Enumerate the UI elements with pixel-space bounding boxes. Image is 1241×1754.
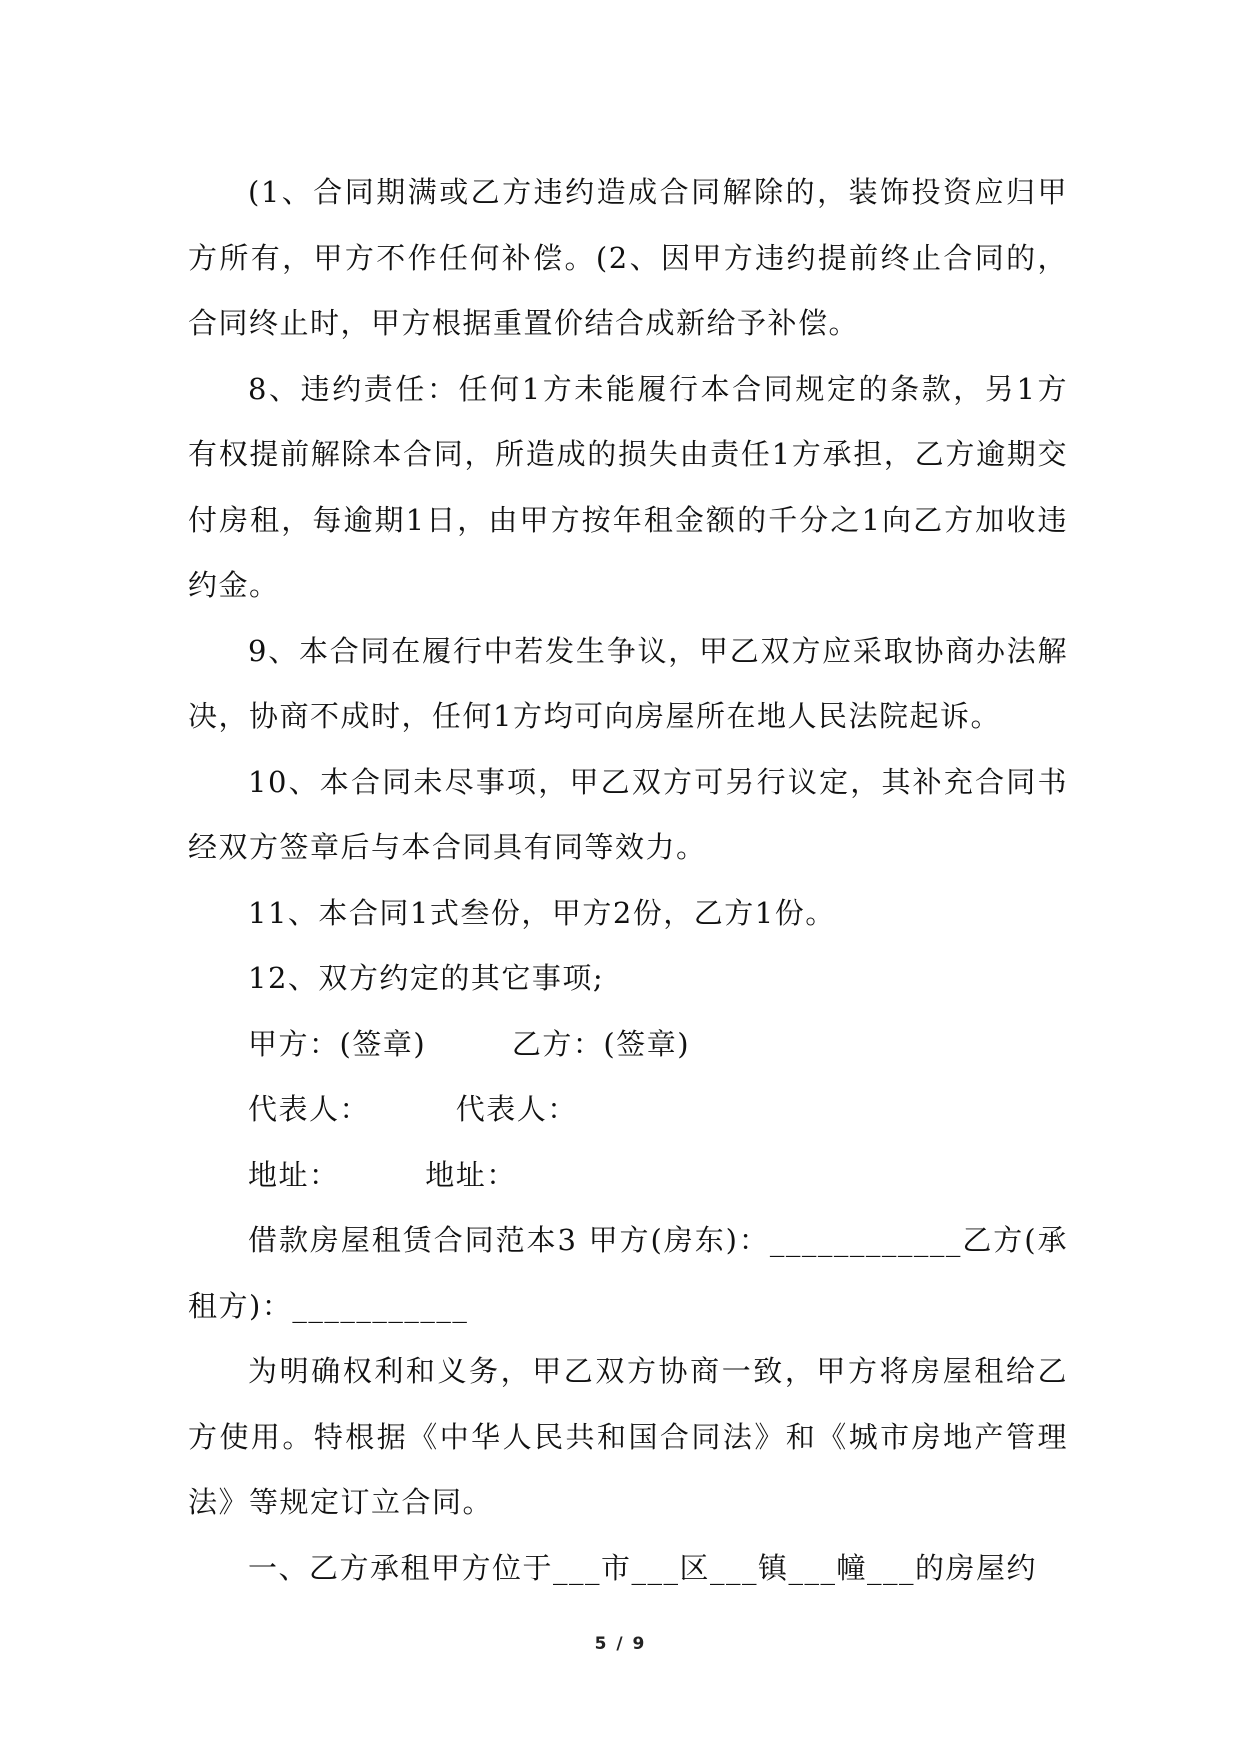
signature-line-seal: 甲方：(签章) 乙方：(签章) [248,1026,691,1061]
paragraph-decoration-compensation: (1、合同期满或乙方违约造成合同解除的，装饰投资应归甲方所有，甲方不作任何补偿。(2、因甲方违约提前终止合同的，合同终止时，甲方根据重置价结合成新给予补偿。 [188,175,1068,340]
paragraph-article-one: 一、乙方承租甲方位于___市___区___镇___幢___的房屋约 [248,1550,1038,1585]
paragraph-supplementary-terms: 10、本合同未尽事项，甲乙双方可另行议定，其补充合同书经双方签章后与本合同具有同等效力。 [188,764,1068,864]
paragraph-dispute-resolution: 9、本合同在履行中若发生争议，甲乙双方应采取协商办法解决，协商不成时，任何1方均可向房屋所在地人民法院起诉。 [188,633,1068,733]
page-number: 5 / 9 [594,1634,647,1654]
contract-heading-parties: 借款房屋租赁合同范本3 甲方(房东)：____________乙方(承租方)：___________ [188,1223,1068,1323]
paragraph-breach-liability: 8、违约责任：任何1方未能履行本合同规定的条款，另1方有权提前解除本合同，所造成的损失由责任1方承担，乙方逾期交付房租，每逾期1日，由甲方按年租金额的千分之1向乙方加收违约金。 [188,371,1068,602]
paragraph-purpose: 为明确权利和义务，甲乙双方协商一致，甲方将房屋租给乙方使用。特根据《中华人民共和国合同法》和《城市房地产管理法》等规定订立合同。 [188,1354,1068,1519]
signature-line-representative: 代表人： 代表人： [248,1092,578,1126]
paragraph-other-matters: 12、双方约定的其它事项; [248,961,605,995]
paragraph-copies: 11、本合同1式叁份，甲方2份，乙方1份。 [248,895,836,930]
document-body [188,160,1068,1601]
signature-line-address: 地址： 地址： [248,1157,517,1192]
